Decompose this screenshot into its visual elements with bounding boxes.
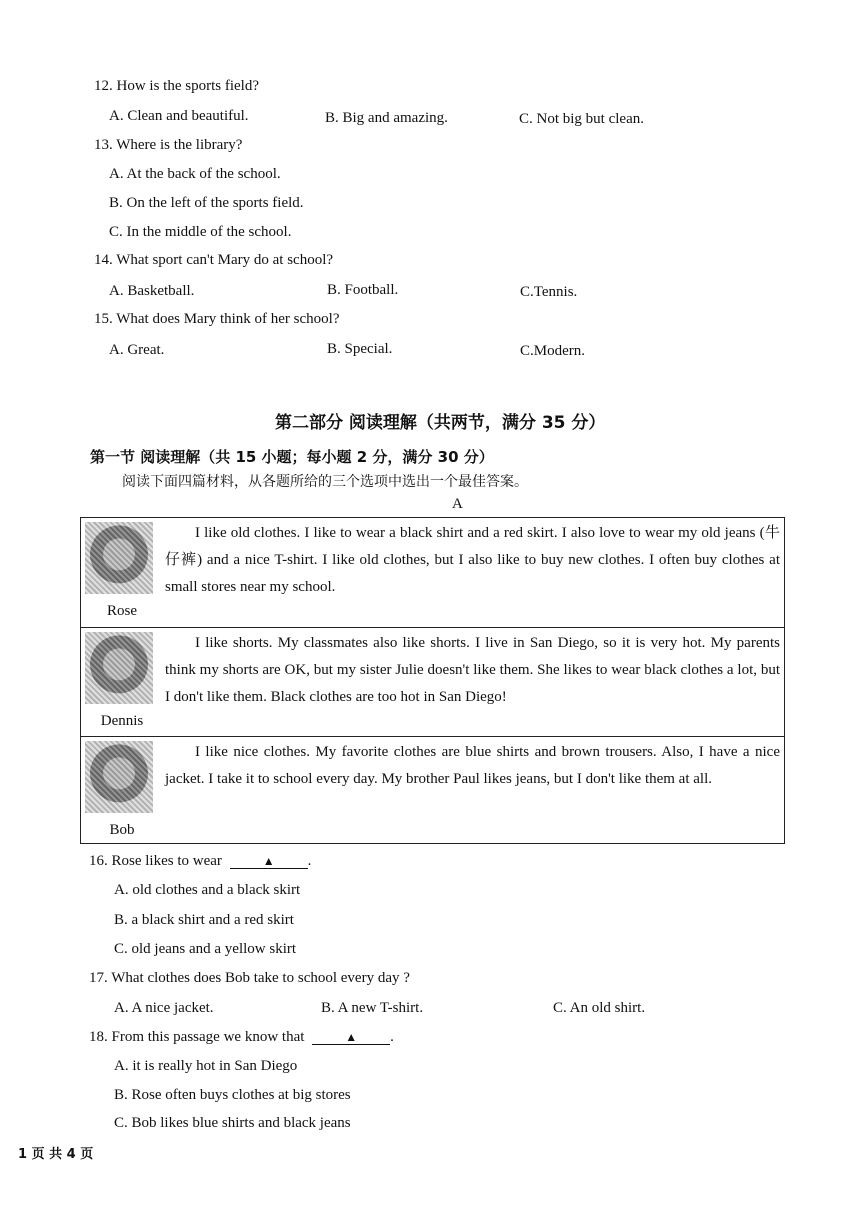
- option-12c: C. Not big but clean.: [519, 111, 644, 127]
- question-18: [89, 1029, 394, 1046]
- blank-marker-icon: ▲: [262, 854, 275, 868]
- answer-blank-16: [230, 854, 308, 869]
- instruction: 阅读下面四篇材料，从各题所给的三个选项中选出一个最佳答案。: [122, 474, 528, 490]
- bob-text: I like nice clothes. My favorite clothes are blue shirts and brown trousers. Also, I have a nice jacket. I take it to school every day. My brother Paul likes jeans, but I don't like them at all.: [165, 744, 780, 787]
- dennis-text: I like shorts. My classmates also like shorts. I live in San Diego, so it is very hot. My parents think my shorts are OK, but my sister Julie doesn't like them. She likes to wear black clothes a lot, but I don't like them. Black clothes are too hot in San Diego!: [165, 635, 780, 705]
- question-16: [89, 853, 311, 870]
- option-13c: C. In the middle of the school.: [109, 224, 292, 240]
- question-18-end: .: [390, 1029, 394, 1045]
- dennis-photo: [85, 632, 153, 704]
- rose-photo: [85, 522, 153, 594]
- option-14b: B. Football.: [327, 282, 399, 298]
- part2-title: 第二部分 阅读理解（共两节，满分 35 分）: [275, 413, 606, 433]
- answer-blank-18: [312, 1030, 390, 1045]
- question-16-end: .: [307, 853, 312, 869]
- option-17a: A. A nice jacket.: [114, 1000, 214, 1016]
- passage-row-bob: [81, 736, 784, 844]
- option-15c: C.Modern.: [520, 343, 585, 359]
- option-17c: C. An old shirt.: [553, 1000, 646, 1016]
- dennis-name: Dennis: [100, 713, 144, 729]
- option-16c: C. old jeans and a yellow skirt: [114, 941, 297, 957]
- bob-name: Bob: [109, 822, 135, 838]
- option-14c: C.Tennis.: [520, 284, 578, 300]
- passage-label: A: [452, 496, 463, 512]
- option-17b: B. A new T-shirt.: [321, 1000, 424, 1016]
- option-15a: A. Great.: [109, 342, 165, 358]
- option-16b: B. a black shirt and a red skirt: [114, 912, 294, 928]
- rose-text: I like old clothes. I like to wear a black shirt and a red skirt. I also love to wear my old jeans (牛仔裤) and a nice T-shirt. I like old clothes, but I also like to buy new clothes. I often buy clothes at small stores near my school.: [165, 525, 780, 595]
- option-18c: C. Bob likes blue shirts and black jeans: [114, 1115, 351, 1131]
- option-12b: B. Big and amazing.: [325, 110, 448, 126]
- section1-title: 第一节 阅读理解（共 15 小题；每小题 2 分，满分 30 分）: [90, 448, 494, 466]
- blank-marker-icon: ▲: [345, 1030, 358, 1044]
- question-16-text: 16. Rose likes to wear: [89, 853, 222, 869]
- question-15: 15. What does Mary think of her school?: [94, 311, 340, 327]
- question-18-text: 18. From this passage we know that: [89, 1029, 305, 1045]
- question-17: 17. What clothes does Bob take to school every day ?: [89, 970, 410, 986]
- option-13a: A. At the back of the school.: [109, 166, 281, 182]
- option-12a: A. Clean and beautiful.: [109, 108, 249, 124]
- option-13b: B. On the left of the sports field.: [109, 195, 304, 211]
- passage-row-rose: [81, 518, 784, 627]
- rose-name: Rose: [107, 603, 137, 619]
- option-14a: A. Basketball.: [109, 283, 195, 299]
- question-14: 14. What sport can't Mary do at school?: [94, 252, 334, 268]
- page-footer: 1 页 共 4 页: [18, 1147, 94, 1162]
- question-13: 13. Where is the library?: [94, 137, 243, 153]
- bob-photo: [85, 741, 153, 813]
- question-12: 12. How is the sports field?: [94, 78, 259, 94]
- option-18a: A. it is really hot in San Diego: [114, 1058, 298, 1074]
- passage-table: [80, 517, 785, 844]
- option-18b: B. Rose often buys clothes at big stores: [114, 1087, 351, 1103]
- option-15b: B. Special.: [327, 341, 393, 357]
- passage-row-dennis: [81, 627, 784, 736]
- option-16a: A. old clothes and a black skirt: [114, 882, 301, 898]
